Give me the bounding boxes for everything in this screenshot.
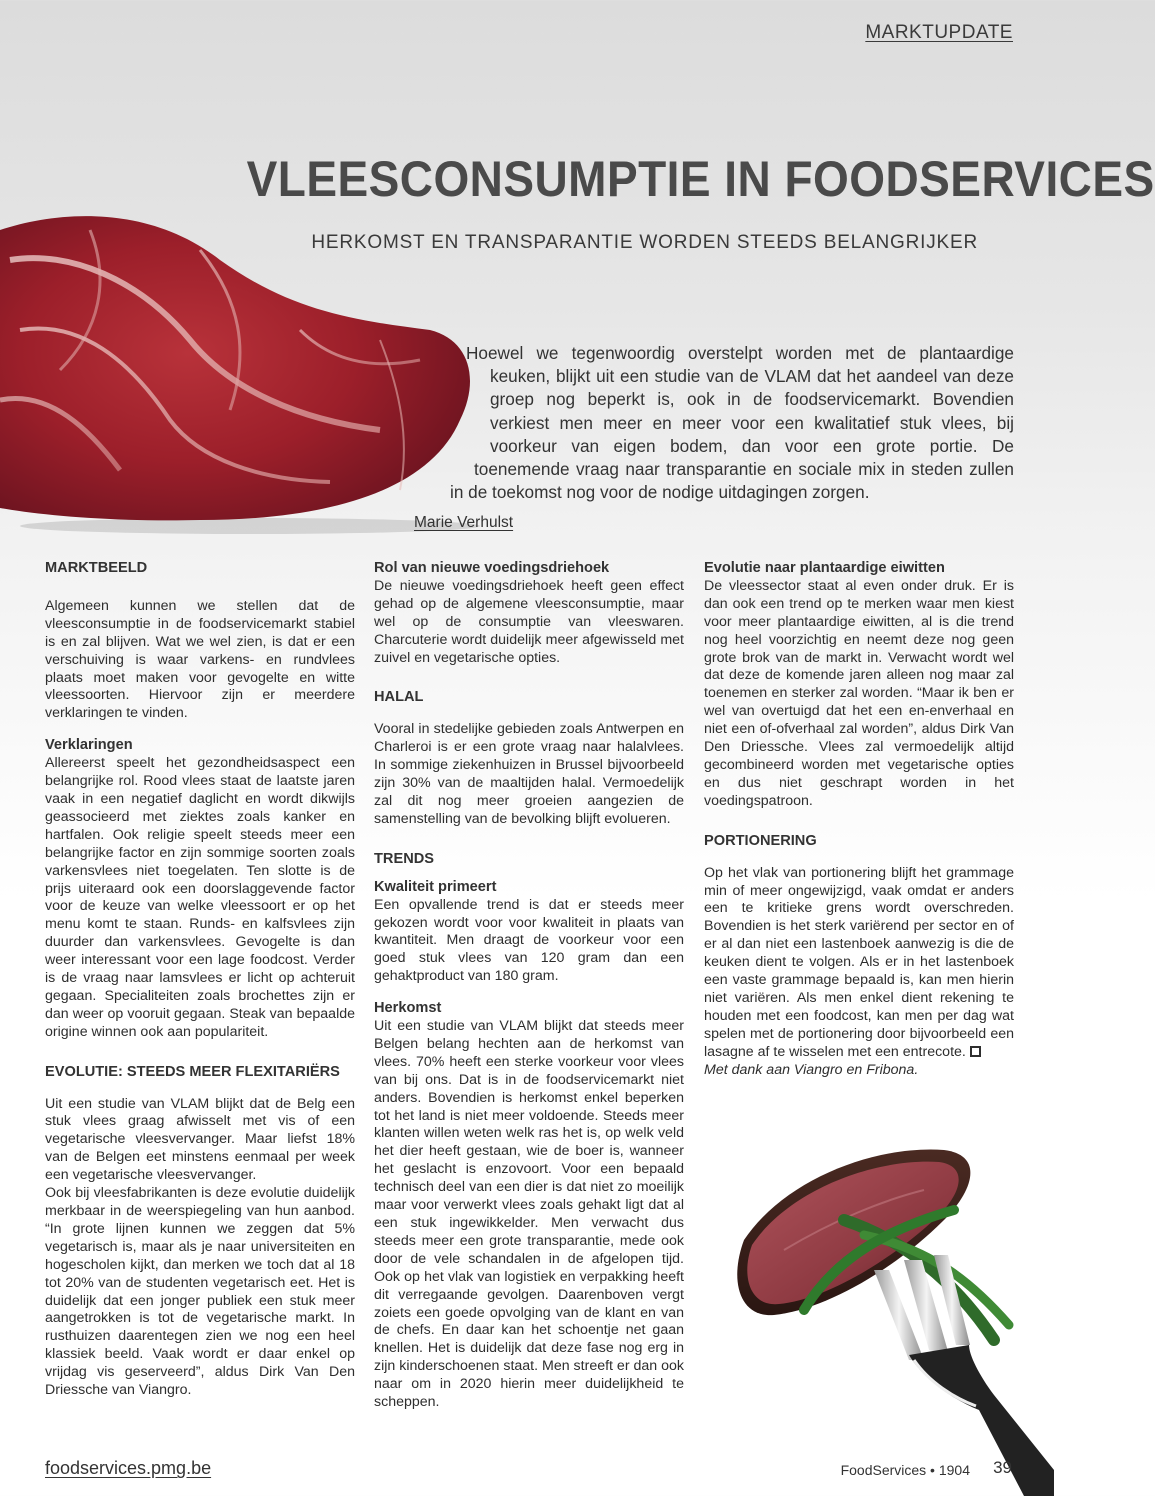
intro-line: toenemende vraag naar transparantie en sociale mix in steden zullen xyxy=(474,459,1014,480)
heading-plantaardige-eiwitten: Evolutie naar plantaardige eiwitten xyxy=(704,560,945,576)
heading-kwaliteit: Kwaliteit primeert xyxy=(374,878,497,895)
paragraph-portionering xyxy=(704,865,1014,1062)
thanks-note: Met dank aan Viangro en Fribona. xyxy=(704,1061,919,1078)
paragraph-verklaringen: Allereerst speelt het gezondheidsaspect een belangrijke rol. Rood vlees staat de laatste jaren vaak in een negatief daglicht en wordt dikwijls geassocieerd met ziektes zoals kanker en hartfalen. Ook religie speelt steeds meer een belangrijke factor en zijn sommige soorten zoals varkensvlees niet toegelaten. Ten slotte is de prijs uiteraard ook een doorslaggevende factor voor de keuze van welke vleessoort er op het menu komt te staan. Runds- en kalfsvlees zijn duurder dan varkensvlees. Gevogelte is dan weer interessant voor een lage foodcost. Verder is de vraag naar lamsvlees er licht op achteruit gegaan. Specialiteiten zoals brochettes zijn er dan weer op vooruit gegaan. Steak van bepaalde origine winnen ook aan populariteit. xyxy=(45,755,355,1040)
intro-line: Hoewel we tegenwoordig overstelpt worden met de plantaardige xyxy=(466,343,1014,363)
column-1 xyxy=(45,560,355,1400)
paragraph-voedingsdriehoek: De nieuwe voedingsdriehoek heeft geen effect gehad op de algemene vleesconsumptie, maar wel op de consumptie van vleeswaren. Charcuterie wordt duidelijk meer afgewisseld met zuivel en vegetarische opties. xyxy=(374,577,684,666)
column-3 xyxy=(704,560,1014,1079)
heading-voedingsdriehoek: Rol van nieuwe voedingsdriehoek xyxy=(374,560,610,576)
heading-evolutie: EVOLUTIE: STEEDS MEER FLEXITARIËRS xyxy=(45,1063,340,1080)
intro-line: keuken, blijkt uit een studie van de VLAM dat het aandeel van deze xyxy=(490,366,1014,387)
heading-portionering: PORTIONERING xyxy=(704,832,817,849)
section-tag: MARKTUPDATE xyxy=(865,22,1013,43)
intro-line: verkiest men meer en meer voor een kwalitatief stuk vlees, bij xyxy=(490,412,1014,433)
checkbox-icon xyxy=(970,1046,981,1057)
paragraph-halal: Vooral in stedelijke gebieden zoals Antwerpen en Charleroi is er een grote vraag naar halalvlees. In sommige ziekenhuizen in Brussel bijvoorbeeld zijn 30% van de maaltijden halal. Vermoedelijk zal dit nog meer groeien aangezien de samenstelling van de bevolking blijft evolueren. xyxy=(374,721,684,827)
author-byline: Marie Verhulst xyxy=(414,514,514,531)
portionering-text: Op het vlak van portionering blijft het grammage min of meer ongewijzigd, vaak omdat er anders een te kritieke grens wordt overschreden. Bovendien is het sterk variërend per sector en of er al dan niet een lastenboek aanwezig is die de keuken dient te volgen. Als er in het lastenboek een vaste grammage bepaald is, kan men hierin niet variëren. Als men enkel dient rekening te houden met een foodcost, kan men per dag wat spelen met de portionering door bijvoorbeeld een lasagne af te wisselen met een entrecote. xyxy=(704,864,1014,1060)
heading-trends: TRENDS xyxy=(374,850,434,867)
intro-line: voorkeur van eigen bodem, dan voor een grote portie. De xyxy=(490,435,1014,456)
heading-halal: HALAL xyxy=(374,689,424,706)
column-2 xyxy=(374,560,684,1412)
footer-url-link[interactable]: foodservices.pmg.be xyxy=(45,1458,212,1478)
heading-herkomst: Herkomst xyxy=(374,1000,442,1017)
heading-marktbeeld: MARKTBEELD xyxy=(45,560,148,576)
heading-verklaringen: Verklaringen xyxy=(45,737,133,754)
footer-issue: FoodServices • 1904 xyxy=(840,1462,970,1478)
article-title: VLEESCONSUMPTIE IN FOODSERVICES xyxy=(246,151,1155,207)
paragraph-evolutie-2: Ook bij vleesfabrikanten is deze evolutie duidelijk merkbaar in de weerspiegeling van hun aanbod. “In grote lijnen kunnen we zeggen dat 5% vegetarisch is, maar als je naar universiteiten en hogescholen kijkt, dan merken we toch dat al 18 tot 20% van de studenten vegetarisch eet. Het is duidelijk dat een jonger publiek een stuk meer aangetrokken is tot de vegetarische markt. In rusthuizen daarentegen zien we nog een heel klassiek beeld. Vaak wordt er daar enkel op vrijdag vis geserveerd”, aldus Dirk Van Den Driessche van Viangro. xyxy=(45,1185,355,1399)
paragraph-evolutie-1: Uit een studie van VLAM blijkt dat de Belg een stuk vlees graag afwisselt met vis of een vegetarische vleesvervanger. Maar liefst 18% van de Belgen eet minstens eenmaal per week een vegetarische vleesvervanger. xyxy=(45,1095,355,1184)
paragraph-kwaliteit: Een opvallende trend is dat er steeds meer gekozen wordt voor voor kwaliteit in plaats van kwantiteit. Men draagt de voorkeur voor een goed stuk vlees van 120 gram dan een gehaktproduct van 180 gram. xyxy=(374,896,684,985)
intro-line: in de toekomst nog voor de nodige uitdagingen zorgen. xyxy=(450,482,870,503)
page-number: 39 xyxy=(993,1458,1012,1477)
paragraph-herkomst: Uit een studie van VLAM blijkt dat steeds meer Belgen belang hechten aan de herkomst van vlees. 70% heeft een sterke voorkeur voor vlees van bij ons. Dat is in de foodservicemarkt niet anders. Bovendien is herkomst enkel beperken tot het land is niet meer voldoende. Steeds meer klanten willen weten welk ras het is, op welk veld het dier heeft gestaan, wie de boer is, wanneer het geslacht is enzovoort. Voor een bepaald technisch deel van een dier is dat niet zo moeilijk maar voor verwerkt vlees zoals gehakt ligt dat al een stuk ingewikkelder. Men verwacht dus steeds meer een grote transparantie, mede ook door de vele schandalen in de afgelopen tijd. Ook op het vlak van logistiek en verpakking heeft dit verregaande gevolgen. Daarenboven vergt zoiets een goede opvolging van de klant en van de chefs. En daar kan het schoentje net gaan knellen. Het is duidelijk dat deze fase nog erg in zijn kinderschoenen staat. Men streeft er dan ook naar om in 2020 hierin meer duidelijkheid te scheppen. xyxy=(374,1018,684,1411)
intro-line: groep nog beperkt is, ook in de foodservicemarkt. Bovendien xyxy=(490,389,1014,410)
article-subtitle: HERKOMST EN TRANSPARANTIE WORDEN STEEDS BELANGRIJKER xyxy=(311,232,978,253)
paragraph-plantaardige-eiwitten: De vleessector staat al even onder druk. Er is dan ook een trend op te merken waar men kiest voor meer plantaardige eiwitten, al is die trend nog heel voorzichtig en neemt deze nog geen grote brok van de markt in. Verwacht wordt wel dat deze de komende jaren alleen nog maar zal toenemen en sterker zal worden. “Maar ik ben er wel van overtuigd dat het een en-enverhaal en niet een of-ofverhaal zal worden”, aldus Dirk Van Den Driessche. Vlees zal vermoedelijk altijd gecombineerd worden met vegetarische opties en dus niet geschrapt worden in het voedingspatroon. xyxy=(704,577,1014,809)
paragraph-marktbeeld: Algemeen kunnen we stellen dat de vleesconsumptie in de foodservicemarkt stabiel is en zal blijven. Wat we wel zien, is dat er een verschuiving is waar varkens- en rundvlees plaats moet maken voor gevogelte en witte vleessoorten. Hiervoor zijn er meerdere verklaringen te vinden. xyxy=(45,597,355,722)
intro-paragraph xyxy=(448,342,1014,504)
steak-on-fork-photo xyxy=(724,1110,1054,1496)
